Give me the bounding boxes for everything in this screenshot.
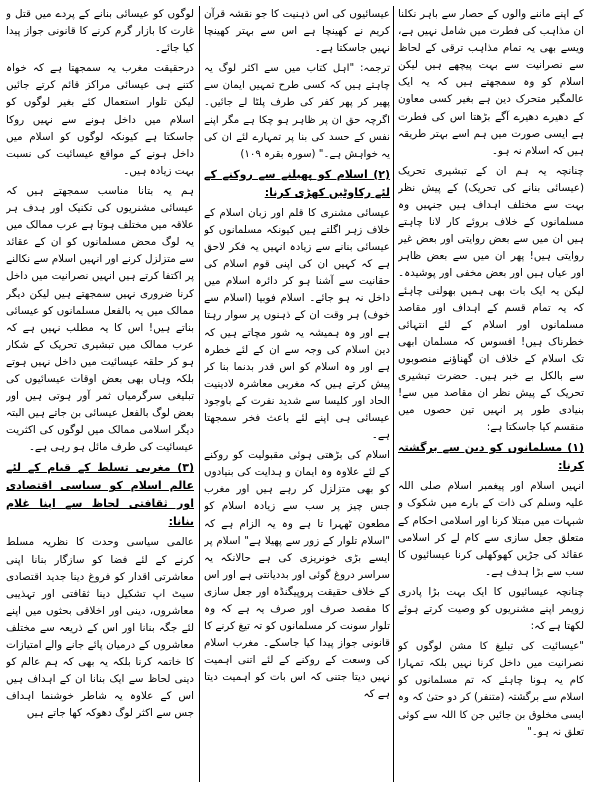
left-column	[6, 6, 194, 782]
paragraph: عیسائیوں کی اس ذہنیت کا جو نقشہ قرآن کریم نے کھینچا ہے اس سے بہتر کھینچا نہیں جاسکتا ہے۔	[204, 8, 390, 55]
paragraph: اسلام کی بڑھتی ہوئی مقبولیت کو روکنے کے لئے علاوہ وہ ایمان و ہدایت کی بنیادوں کو بھی متزلزل کر رہے ہیں اور مغرب جس چیز پر سب سے زیادہ اسلام کو مطعون ٹھہرا تا ہے وہ یہ الزام ہے کہ "اسلام تلوار کے زور سے پھیلا ہے" اسلام پر ایسے بڑی خونریزی کی ہے حالانکہ یہ سراسر دروغ گوئی اور بددیانتی ہے اور اس کے خلاف حقیقت پروپیگنڈہ اور جعل سازی کا مقصد صرف اور صرف یہ ہے کہ وہ تلوار سونت کر مسلمانوں کو تہ تیغ کرنے کا قانونی جواز پیدا کیا جاسکے۔ مغرب اسلام کی وسعت کے روکنے کے لئے اتنی اہمیت نہیں دیتا جتنی کہ اس بات کو اہمیت دیتا ہے کہ	[204, 449, 390, 701]
quotation: "عیسائیت کی تبلیغ کا مشن لوگوں کو نصرانیت میں داخل کرنا نہیں بلکہ تمہارا کام یہ ہونا چاہئے کہ تم مسلمانوں کو اسلام سے برگشتہ (متنفر) کر دو حتیٰ کہ وہ ایسی مخلوق بن جائیں جن کا اللہ سے کوئی تعلق نہ ہو۔"	[398, 641, 584, 738]
column-divider	[199, 6, 200, 782]
section-heading-2	[204, 166, 390, 202]
paragraph: عیسائی مشنری کا قلم اور زبان اسلام کے خلاف زہر اگلتے ہیں کیونکہ مسلمانوں کو عیسائی بنانے سے زیادہ انہیں یہ فکر لاحق ہے کہ کہیں ان کی اپنی قوم اسلام کی حقانیت سے آشنا ہو کر دائرہ اسلام میں داخل نہ ہو جائے۔ اسلام فوبیا (اسلام سے خوف) ہر وقت ان کے ذہنوں پر سوار رہتا ہے اور وہ ہمیشہ یہ شور مچاتے ہیں کہ دین اسلام کی وجہ سے ان کے لئے خطرہ ہے اور وہ اسلام کو اس قدر بدنما بنا کر پیش کرتے ہیں کہ مغربی معاشرہ لادینیت الحاد اور کلیسا سے شدید نفرت کے باوجود عیسائی ہی اپنے لئے باعث فخر سمجھتا ہے۔	[204, 206, 390, 442]
section-heading-3	[6, 459, 194, 531]
heading-text: (۳) مغربی تسلط کے قیام کے لئے عالم اسلام کو سیاسی اقتصادی اور ثقافتی لحاظ سے اپنا غلام بنانا:	[6, 461, 194, 529]
paragraph: چنانچہ عیسائیوں کا ایک بہت بڑا پادری زویمر اپنے مشنریوں کو وصیت کرتے ہوئے لکھتا ہے کہ:	[398, 585, 584, 633]
paragraph: لوگوں کو عیسائی بنانے کے پردے میں قتل و غارت کا بازار گرم کرنے کا قانونی جواز پیدا کیا جائے۔	[6, 8, 194, 55]
heading-text: (۱) مسلمانوں کو دین سے برگشتہ کرنا:	[398, 441, 584, 473]
section-heading-1	[398, 439, 584, 475]
paragraph: کے اپنے ماننے والوں کے حصار سے باہر نکلنا ان مذاہب کی فطرت میں شامل نہیں ہے، ویسے بھی یہ تمام مذاہب ترقی کے لحاظ سے نصرانیت سے بہت پیچھے ہیں لیکن اسلام کو وہ سمجھتے ہیں کہ یہ ایک عالمگیر متحرک دین ہے بغیر کسی معاون کے دھیرے دھیرے آگے بڑھتا اس کی فطرت ہے ایسی صورت میں ہم اسے بہتر طریقہ ہیں کہ اسلام نہ ہو۔	[398, 8, 584, 157]
paragraph: چنانچہ یہ ہم ان کے تبشیری تحریک (عیسائی بنانے کی تحریک) کے پیش نظر بہت سے مختلف اہداف ہیں جنہیں وہ مسلمانوں کے خلاف بروئے کار لانا چاہتے ہیں ان میں سے بعض روایتی اور بعض غیر روایتی ہیں! پھر ان میں سے بعض ظاہر اور عیاں ہیں اور بعض مخفی اور پوشیدہ۔ لیکن یہ ایک بات بھی ہمیں بھولنی چاہئے کہ یہ تمام قسم کے اہداف اور مقاصد مسلمانوں اور اسلام کے لئے انتہائی خطرناک ہیں! افسوس کہ مسلمان ابھی تک اسلام کے خلاف ان گھناؤنے منصوبوں سے بالکل بے خبر ہیں۔ حضرت تبشیری تحریک کے پیش نظر ان مقاصد میں سے! بنیادی طور پر انہیں تین حصوں میں منقسم کیا جاسکتا ہے:	[398, 164, 584, 434]
paragraph: انہیں اسلام اور پیغمبر اسلام صلی اللہ علیہ وسلم کی ذات کے بارے میں شکوک و شبہات میں مبتلا کرنا اور اسلامی احکام کے متعلق جعل سازی سے کام لے کر اسلامی عقائد کی جڑیں کھوکھلی کرنا عیسائیوں کا سب سے بڑا ہدف ہے۔	[398, 480, 584, 578]
middle-column	[204, 6, 390, 782]
heading-text: (۲) اسلام کو پھیلنے سے روکنے کے لئے رکاوٹیں کھڑی کرنا:	[204, 167, 390, 199]
column-divider	[393, 6, 394, 782]
paragraph: درحقیقت مغرب یہ سمجھتا ہے کہ خواہ کتنے ہی عیسائی مراکز قائم کرتے جائیں لیکن تلوار استعمال کئے بغیر لوگوں کو اسلام میں داخل ہونے سے نہیں روکا جاسکتا ہے کیونکہ لوگوں کو اسلام میں داخل ہونے کے مواقع عیسائیت کی نسبت بہت زیادہ ہیں۔	[6, 62, 194, 177]
paragraph: ہم یہ بتانا مناسب سمجھتے ہیں کہ عیسائی مشنریوں کی تکنیک اور ہدف ہر علاقہ میں مختلف ہوتا ہے عرب ممالک میں یہ لوگ محض مسلمانوں کو ان کے عقائد سے متزلزل کرنے اور انہیں اسلام سے نکالنے پر اکتفا کرتے ہیں انہیں نصرانیت میں داخل کرنا ضروری نہیں سمجھتے ہیں لیکن دیگر ممالک میں یہ بالفعل مسلمانوں کو عیسائی بناتے ہیں! اس کا یہ مطلب نہیں ہے کہ عرب ممالک میں تبشیری تحریک کے شکار ہو کر حلقہ عیسائیت میں داخل نہیں ہوتے بلکہ وہاں بھی بعض اوقات عیسائیوں کی تبلیغی سرگرمیاں ثمر آور ہوتی ہیں اور بعض لوگ بالفعل عیسائی بن جاتے ہیں البتہ دیگر اسلامی ممالک میں لوگوں کی اکثریت عیسائیت کی طرف مائل ہو رہی ہے۔	[6, 184, 194, 454]
paragraph: عالمی سیاسی وحدت کا نظریہ مسلط کرنے کے لئے فضا کو سازگار بنانا اپنی معاشرتی اقدار کو فروغ دینا جدید اقتصادی سیٹ اپ تشکیل دینا ثقافتی اور تہذیبی معاشروں، دینی اور اخلاقی بحثوں میں اپنے لئے جگہ بنانا اور اس کے ذریعہ سے مختلف معاشروں کے درمیان پائے جانے والے امتیازات کا خاتمہ کرنا بلکہ یہ بھی کہ ہم عالم کو دینی لحاظ سے ایک بنانا ان کے اہداف ہیں اس کے علاوہ یہ شاطر خوشنما اہداف جس سے اکثر لوگ دھوکہ کھا جاتے ہیں	[6, 536, 194, 720]
right-column	[398, 6, 584, 782]
quran-translation: ترجمہ: "اہل کتاب میں سے اکثر لوگ یہ چاہتے ہیں کہ کسی طرح تمہیں ایمان سے پھیر کر پھر کفر کی طرف پلٹا لے جائیں۔ اگرچہ حق ان پر ظاہر ہو چکا ہے مگر اپنے نفس کے حسد کی بنا پر تمہارے لئے ان کی یہ خواہش ہے۔" (سورہ بقرہ ۱۰۹)	[204, 63, 390, 160]
